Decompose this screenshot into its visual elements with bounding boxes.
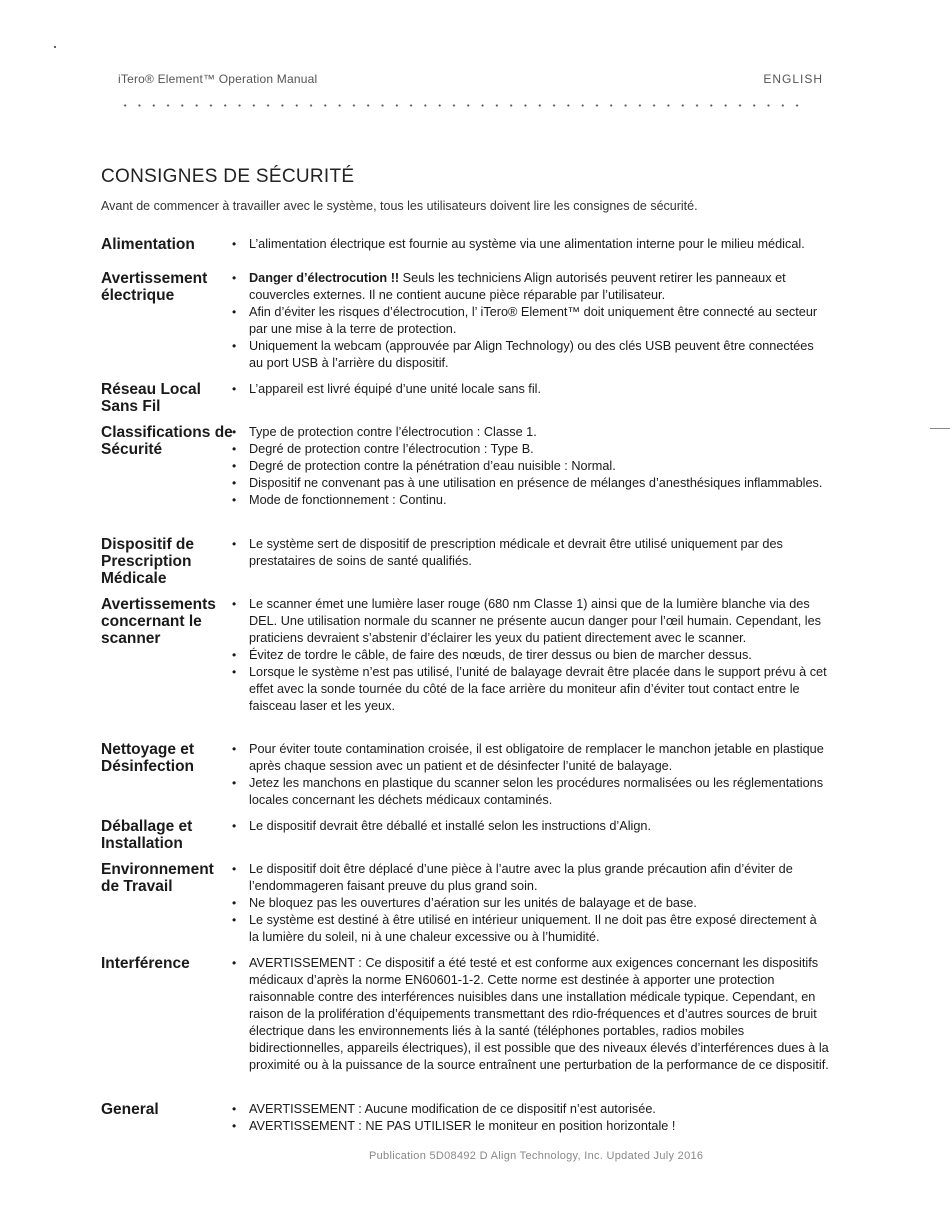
section-label: Réseau Local Sans Fil [101,381,201,415]
list-item: • Le système sert de dispositif de prescription médicale et devrait être utilisé uniquement par des prestataires de soins de santé qualifiés. [232,537,783,568]
page-footer: Publication 5D08492 D Align Technology, Inc. Updated July 2016 [369,1150,704,1162]
bullet-icon: • [232,442,237,456]
list-item: • Uniquement la webcam (approuvée par Align Technology) ou des clés USB peuvent être connectées au port USB à l’arrière du dispositif. [232,339,814,370]
bullet-list [231,741,829,809]
bullet-icon: • [232,305,237,319]
section-label: Interférence [101,955,190,972]
bullet-icon: • [232,476,237,490]
page-title: CONSIGNES DE SÉCURITÉ [101,166,355,187]
bullet-list [231,818,829,835]
manual-title: iTero® Element™ Operation Manual [118,72,318,86]
section-label: Classifications de Sécurité [101,424,233,458]
list-item: • Danger d’électrocution !! Seuls les techniciens Align autorisés peuvent retirer les panneaux et couvercles externes. Il ne contient aucune pièce réparable par l’utilisateur. [232,271,786,302]
bullet-icon: • [232,819,237,833]
list-item: • AVERTISSEMENT : Ce dispositif a été testé et est conforme aux exigences concernant les dispositifs médicaux d’après la norme EN60601-1-2. Cette norme est destinée à apporter une protection raisonnable contre des interférences nuisibles dans une installation médicale typique. Cependant, en raison de la prolifération d’équipements transmettant des rdio-fréquences et d’autres sources de bruit électrique dans les environnements liés à la santé (téléphones portables, radios mobiles bidirectionnelles, appareils électriques), il est possible que des niveaux élevés d’interférences dues à la proximité ou à la puissance de la source entraînent une perturbation de la performance de ce dispositif. [232,956,829,1072]
bullet-icon: • [232,425,237,439]
bullet-list [231,381,829,398]
list-item: • AVERTISSEMENT : NE PAS UTILISER le moniteur en position horizontale ! [232,1119,676,1133]
list-item: • L’alimentation électrique est fournie au système via une alimentation interne pour le milieu médical. [232,237,805,251]
section-label: Nettoyage et Désinfection [101,741,195,775]
bullet-icon: • [232,776,237,790]
list-item: • Jetez les manchons en plastique du scanner selon les procédures normalisées ou les réglementations locales concernant les déchets médicaux contaminés. [232,776,824,807]
list-item: • Pour éviter toute contamination croisée, il est obligatoire de remplacer le manchon jetable en plastique après chaque session avec un patient et de désinfecter l’unité de balayage. [232,742,824,773]
bullet-icon: • [232,1119,237,1133]
bullet-icon: • [232,956,237,970]
list-item: • Le dispositif doit être déplacé d’une pièce à l’autre avec la plus grande précaution afin d’éviter de l’endommageren faisant preuve du plus grand soin. [232,862,793,893]
section-label: Alimentation [101,236,195,253]
bullet-list [231,424,829,509]
bullet-list [231,1101,829,1135]
bullet-list [231,955,829,1074]
section-label: Déballage et Installation [101,818,193,852]
bullet-icon: • [232,237,237,251]
margin-mark [930,428,950,429]
bullet-icon: • [232,896,237,910]
bullet-icon: • [232,862,237,876]
bullet-list [231,236,829,253]
bullet-icon: • [232,665,237,679]
dotted-divider [118,104,808,107]
section-label: Avertissements concernant le scanner [101,596,216,647]
list-item: • Lorsque le système n’est pas utilisé, l’unité de balayage devrait être placée dans le support prévu à cet effet avec la sonde tournée du côté de la face arrière du moniteur afin d’éviter tout contact entre le faisceau laser et les yeux. [232,665,827,713]
list-item: • Afin d’éviter les risques d’électrocution, l’ iTero® Element™ doit uniquement être connecté au secteur par une mise à la terre de protection. [232,305,818,336]
bullet-icon: • [232,913,237,927]
list-item: • AVERTISSEMENT : Aucune modification de ce dispositif n’est autorisée. [232,1102,656,1116]
list-item: • Le dispositif devrait être déballé et installé selon les instructions d’Align. [232,819,651,833]
bullet-icon: • [232,742,237,756]
list-item: • Évitez de tordre le câble, de faire des nœuds, de tirer dessus ou bien de marcher dessus. [232,648,752,662]
section-label: Dispositif de Prescription Médicale [101,536,195,587]
bullet-list [231,270,829,372]
section-label: Avertissement électrique [101,270,208,304]
bullet-list [231,596,829,715]
list-item: • Le système est destiné à être utilisé en intérieur uniquement. Il ne doit pas être exposé directement à la lumière du soleil, ni à une chaleur excessive ou à l’humidité. [232,913,817,944]
bullet-icon: • [232,537,237,551]
bullet-list [231,861,829,946]
bullet-icon: • [232,597,237,611]
list-item: • L’appareil est livré équipé d’une unité locale sans fil. [232,382,541,396]
list-item: • Degré de protection contre l’électrocution : Type B. [232,442,534,456]
section-label: Environnement de Travail [101,861,214,895]
list-item: • Ne bloquez pas les ouvertures d’aération sur les unités de balayage et de base. [232,896,697,910]
warning-strong: Danger d’électrocution !! [249,271,400,285]
list-item: • Mode de fonctionnement : Continu. [232,493,447,507]
bullet-icon: • [232,1102,237,1116]
section-label: General [101,1101,159,1118]
list-item: • Degré de protection contre la pénétration d’eau nuisible : Normal. [232,459,616,473]
list-item: • Type de protection contre l’électrocution : Classe 1. [232,425,537,439]
bullet-list [231,536,829,570]
scan-speck [54,46,56,48]
intro-text: Avant de commencer à travailler avec le système, tous les utilisateurs doivent lire les consignes de sécurité. [101,199,698,213]
list-item: • Dispositif ne convenant pas à une utilisation en présence de mélanges d’anesthésiques inflammables. [232,476,823,490]
bullet-icon: • [232,382,237,396]
language-label: ENGLISH [763,72,823,86]
bullet-icon: • [232,648,237,662]
bullet-icon: • [232,271,237,285]
page-header [118,72,823,90]
list-item: • Le scanner émet une lumière laser rouge (680 nm Classe 1) ainsi que de la lumière blanche via des DEL. Une utilisation normale du scanner ne présente aucun danger pour l’œil humain. Cependant, les praticiens devraient s’abstenir d’éclairer les yeux du patient directement avec le scanner. [232,597,821,645]
bullet-icon: • [232,493,237,507]
bullet-icon: • [232,339,237,353]
bullet-icon: • [232,459,237,473]
